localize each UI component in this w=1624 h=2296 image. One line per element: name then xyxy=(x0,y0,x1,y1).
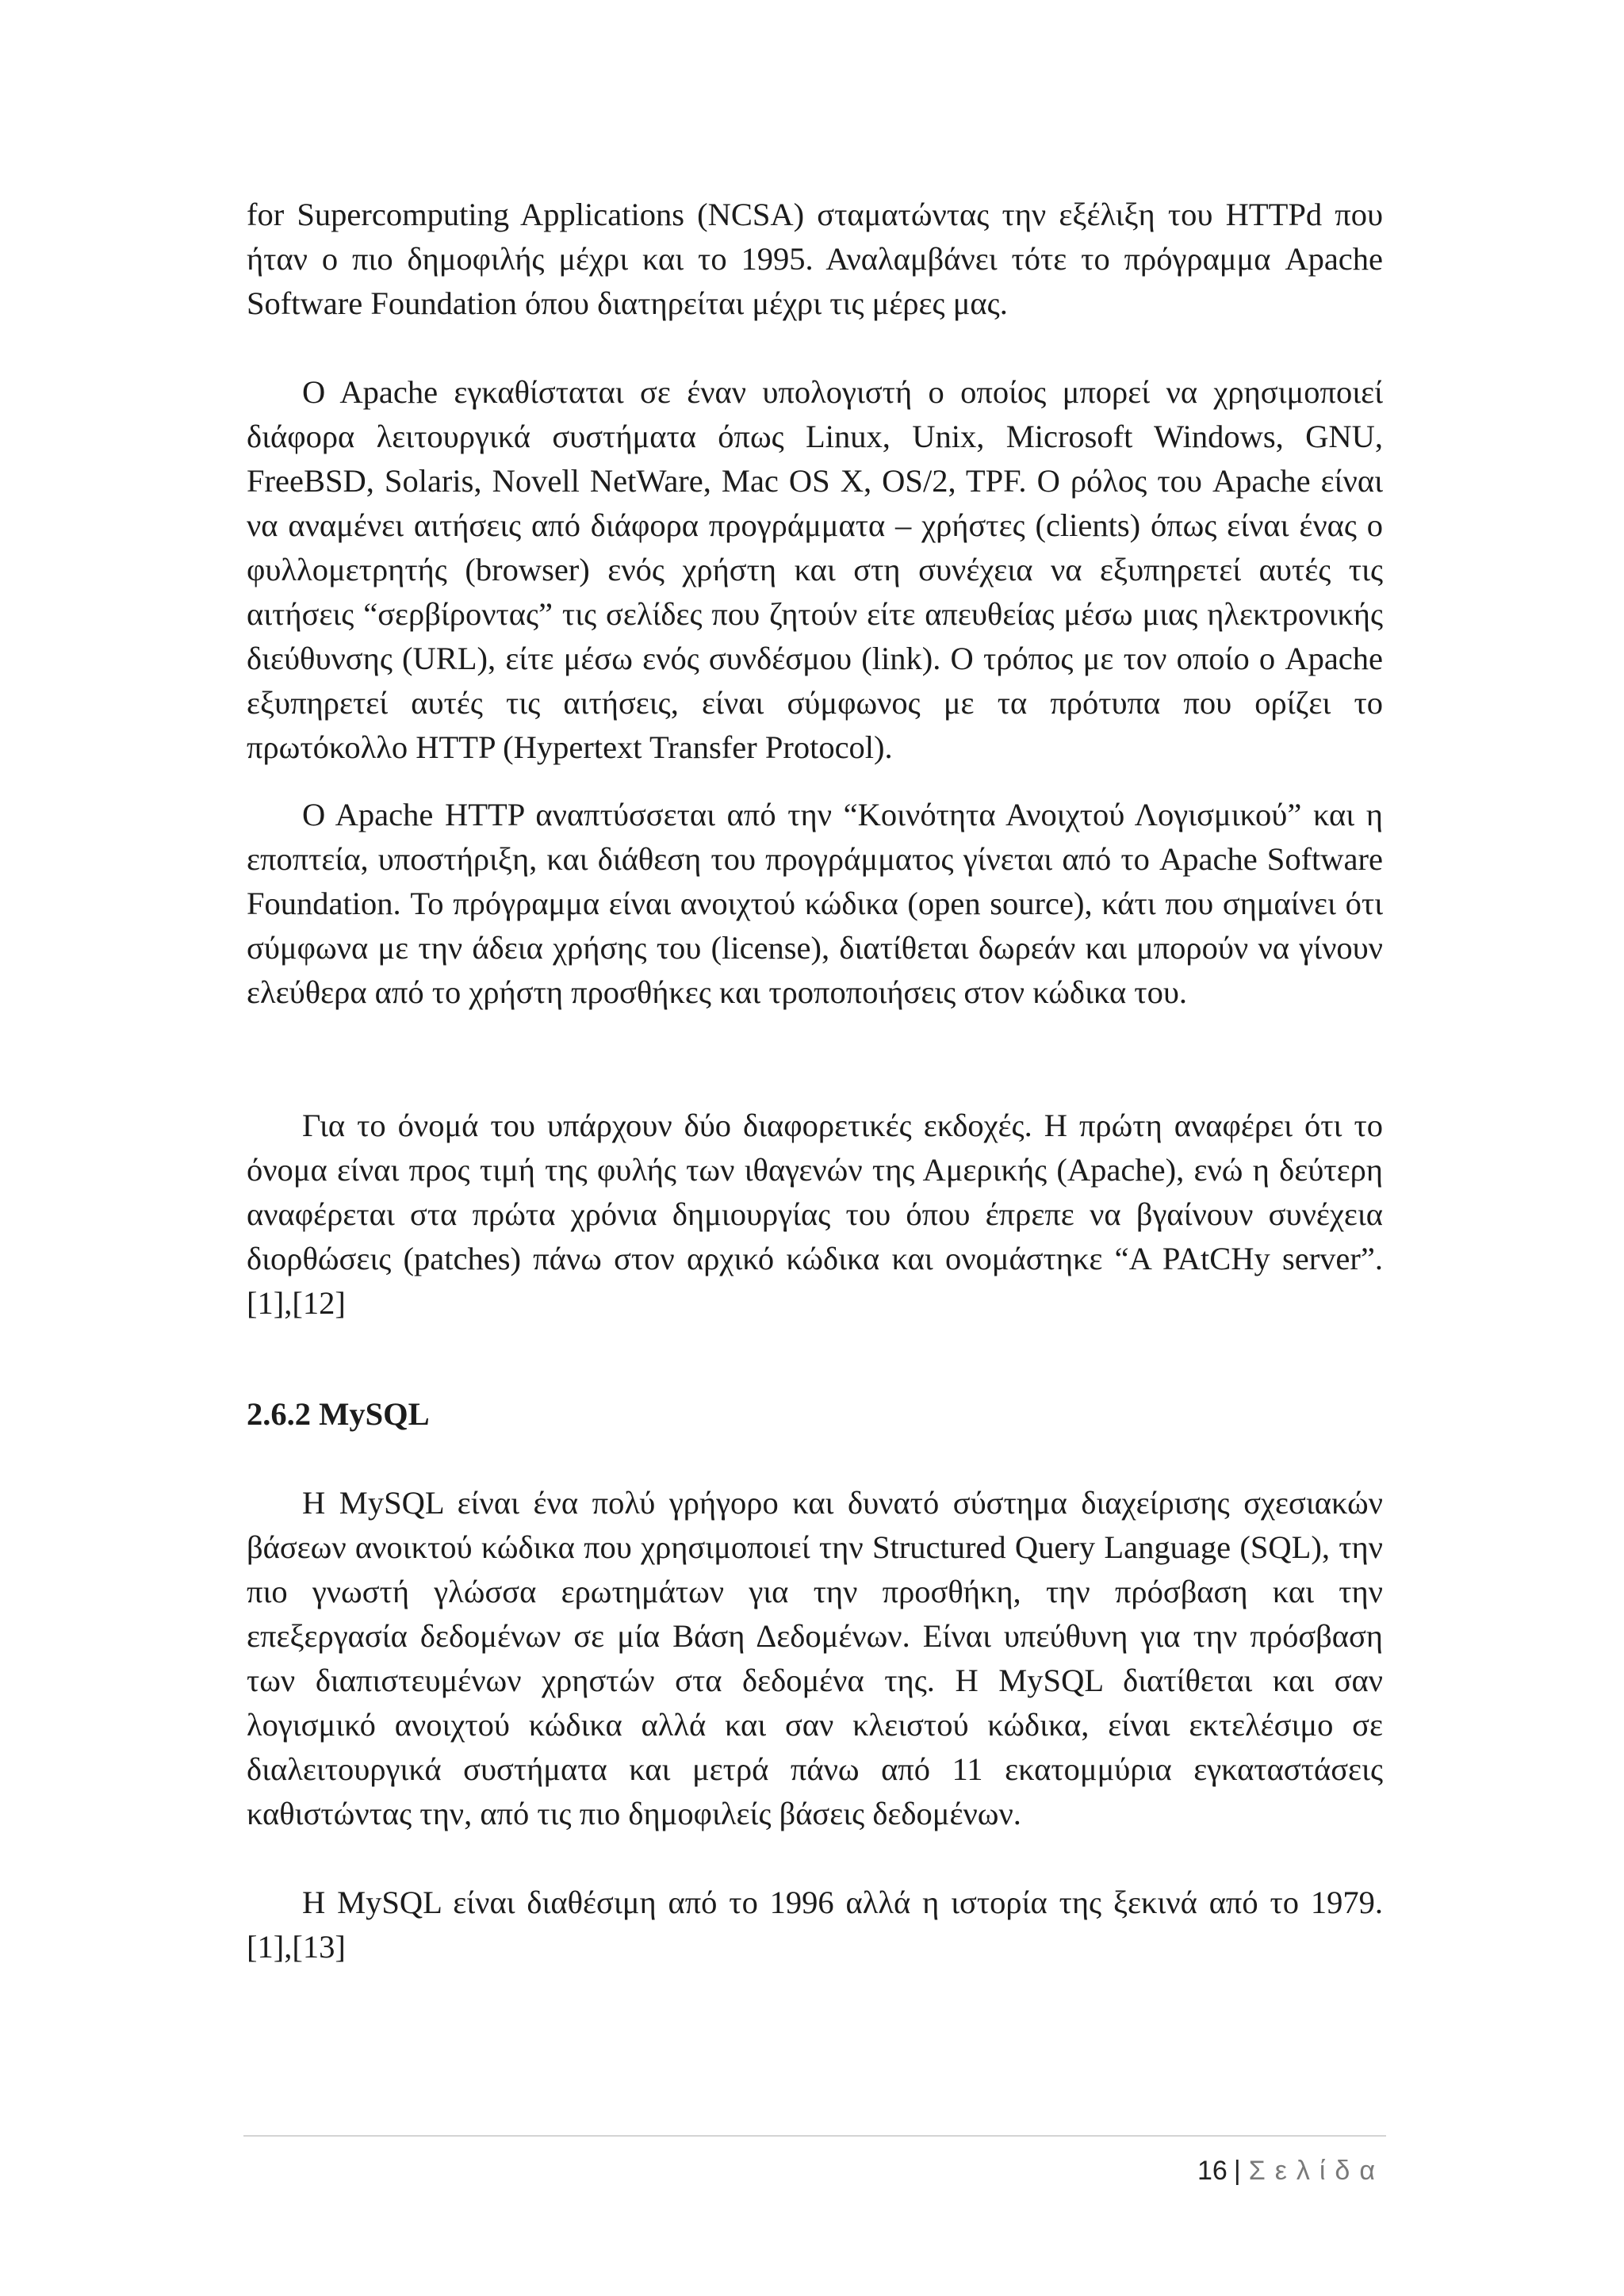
footer-page-word: Σελίδα xyxy=(1248,2156,1385,2186)
footer-separator: | xyxy=(1233,2156,1241,2186)
footer-divider xyxy=(243,2135,1386,2137)
paragraph-mysql-history: H MySQL είναι διαθέσιμη από το 1996 αλλά η ιστορία της ξεκινά από το 1979. [1],[13] xyxy=(247,1885,1383,1965)
paragraph-mysql-intro: H MySQL είναι ένα πολύ γρήγορο και δυνατό σύστημα διαχείρισης σχεσιακών βάσεων ανοικτού κώδικα που χρησιμοποιεί την Structured Query Language (SQL), την πιο γνωστή γλώσσα ερωτημάτων για την προσθήκη, την πρόσβαση και την επεξεργασία δεδομένων σε μία Βάση Δεδομένων. Είναι υπεύθυνη για την πρόσβαση των διαπιστευμένων χρηστών στα δεδομένα της. Η MySQL διατίθεται και σαν λογισμικό ανοιχτού κώδικα αλλά και σαν κλειστού κώδικα, είναι εκτελέσιμο σε διαλειτουργικά συστήματα και μετρά πάνω από 11 εκατομμύρια εγκαταστάσεις καθιστώντας την, από τις πιο δημοφιλείς βάσεις δεδομένων. xyxy=(247,1485,1383,1831)
paragraph-apache-name: Για το όνομά του υπάρχουν δύο διαφορετικές εκδοχές. Η πρώτη αναφέρει ότι το όνομα είναι προς τιμή της φυλής των ιθαγενών της Αμερικής (Apache), ενώ η δεύτερη αναφέρεται στα πρώτα χρόνια δημιουργίας του όπου έπρεπε να βγαίνουν συνέχεια διορθώσεις (patches) πάνω στον αρχικό κώδικα και ονομάστηκε “A PAtCHy server”. [1],[12] xyxy=(247,1108,1383,1321)
paragraph-apache-installation: O Apache εγκαθίσταται σε έναν υπολογιστή ο οποίος μπορεί να χρησιμοποιεί διάφορα λειτουργικά συστήματα όπως Linux, Unix, Microsoft Windows, GNU, FreeBSD, Solaris, Novell NetWare, Mac OS X, OS/2, TPF. Ο ρόλος του Apache είναι να αναμένει αιτήσεις από διάφορα προγράμματα – χρήστες (clients) όπως είναι ένας ο φυλλομετρητής (browser) ενός χρήστη και στη συνέχεια να εξυπηρετεί αυτές τις αιτήσεις “σερβίροντας” τις σελίδες που ζητούν είτε απευθείας μέσω μιας ηλεκτρονικής διεύθυνσης (URL), είτε μέσω ενός συνδέσμου (link). Ο τρόπος με τον οποίο ο Apache εξυπηρετεί αυτές τις αιτήσεις, είναι σύμφωνος με τα πρότυπα που ορίζει το πρωτόκολλο HTTP (Hypertext Transfer Protocol). xyxy=(247,374,1383,765)
paragraph-apache-community: O Apache HTTP αναπτύσσεται από την “Κοινότητα Ανοιχτού Λογισμικού” και η εποπτεία, υποστήριξη, και διάθεση του προγράμματος γίνεται από το Apache Software Foundation. Το πρόγραμμα είναι ανοιχτού κώδικα (open source), κάτι που σημαίνει ότι σύμφωνα με την άδεια χρήσης του (license), διατίθεται δωρεάν και μπορούν να γίνουν ελεύθερα από το χρήστη προσθήκες και τροποποιήσεις στον κώδικα του. xyxy=(247,797,1383,1010)
page-footer xyxy=(1197,2153,1385,2188)
section-heading-mysql: 2.6.2 MySQL xyxy=(247,1396,430,1432)
paragraph-ncsa-continuation: for Supercomputing Applications (NCSA) σταματώντας την εξέλιξη του HTTPd που ήταν ο πιο δημοφιλής μέχρι και το 1995. Αναλαμβάνει τότε το πρόγραμμα Apache Software Foundation όπου διατηρείται μέχρι τις μέρες μας. xyxy=(247,197,1383,321)
page-number: 16 xyxy=(1197,2156,1228,2186)
